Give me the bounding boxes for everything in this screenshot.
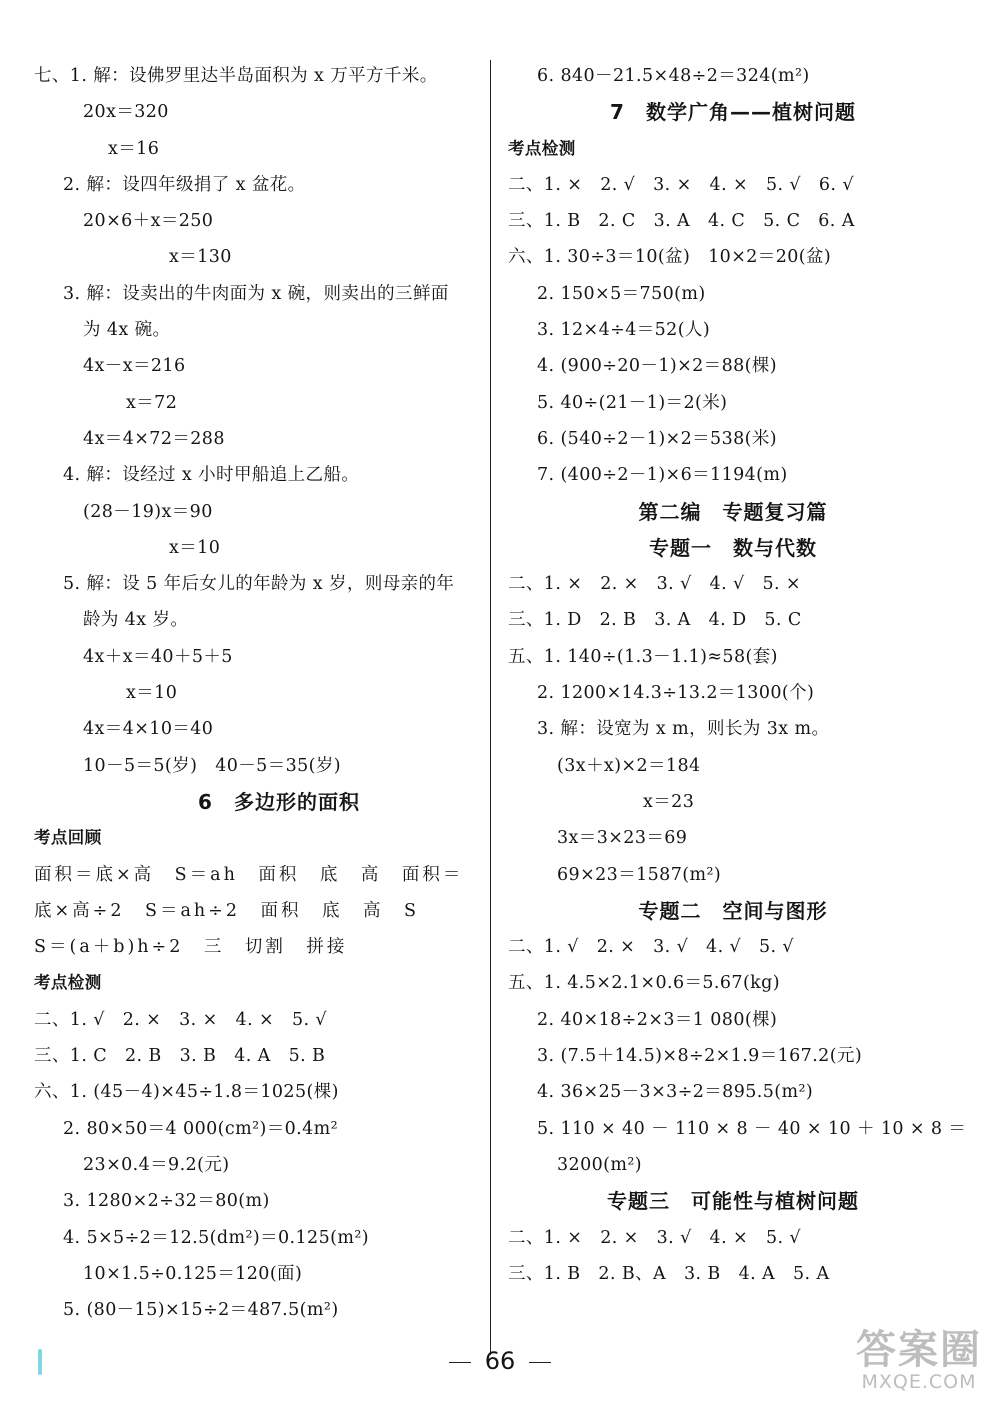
left-column-line: 为 4x 碗。 [83, 320, 171, 341]
left-column-line: 23×0.4＝9.2(元) [83, 1154, 230, 1175]
left-column-line: 七、1. 解：设佛罗里达半岛面积为 x 万平方千米。 [34, 66, 438, 86]
right-column-line: 3. (7.5＋14.5)×8÷2×1.9＝167.2(元) [537, 1046, 863, 1067]
left-column-line: x＝130 [169, 247, 232, 268]
left-column-line: 4x＋x＝40＋5＋5 [83, 646, 233, 667]
left-column-line: 5. (80－15)×15÷2＝487.5(m²) [63, 1300, 339, 1321]
left-column-line: x＝16 [108, 138, 160, 159]
right-column-line: 专题三 可能性与植树问题 [607, 1189, 859, 1214]
right-column-line: 三、1. D 2. B 3. A 4. D 5. C [508, 610, 802, 631]
left-column-line: 2. 解：设四年级捐了 x 盆花。 [63, 174, 306, 195]
right-column-line: 专题一 数与代数 [649, 535, 817, 560]
right-column-line: 五、1. 4.5×2.1×0.6＝5.67(kg) [508, 973, 781, 994]
left-column-line: 2. 80×50＝4 000(cm²)＝0.4m² [63, 1118, 339, 1139]
right-column-line: 二、1. × 2. × 3. √ 4. × 5. √ [508, 1227, 801, 1248]
right-column [508, 58, 967, 1292]
right-column-line: 6. 840－21.5×48÷2＝324(m²) [537, 66, 810, 86]
right-column-line: 7. (400÷2－1)×6＝1194(m) [537, 465, 788, 486]
corner-mark [38, 1349, 42, 1375]
left-column-line: 面积＝底×高 S＝ah 面积 底 高 面积＝ [34, 864, 464, 885]
right-column-line: 3200(m²) [557, 1154, 643, 1175]
page-number: 66 [484, 1347, 516, 1375]
right-column-line: 4. (900÷20－1)×2＝88(棵) [537, 356, 778, 377]
left-column-line: 20×6＋x＝250 [83, 211, 214, 232]
left-column-line: 三、1. C 2. B 3. B 4. A 5. B [34, 1046, 326, 1067]
left-column-line: S＝(a＋b)h÷2 三 切割 拼接 [34, 937, 348, 958]
right-column-line: 第二编 专题复习篇 [638, 499, 828, 524]
left-column-line: 20x＝320 [83, 102, 169, 123]
right-column-line: 2. 40×18÷2×3＝1 080(棵) [537, 1009, 778, 1030]
left-column-line: 10－5＝5(岁) 40－5＝35(岁) [83, 755, 342, 776]
left-column-line: 二、1. √ 2. × 3. × 4. × 5. √ [34, 1009, 327, 1030]
right-column-line: 5. 110 × 40 － 110 × 8 － 40 × 10 ＋ 10 × 8 ＝ [537, 1118, 967, 1139]
right-column-line: 专题二 空间与图形 [638, 898, 828, 923]
right-column-line: (3x＋x)×2＝184 [557, 755, 701, 776]
left-column-line: 5. 解：设 5 年后女儿的年龄为 x 岁，则母亲的年 [63, 574, 455, 595]
left-column-line: x＝10 [169, 537, 221, 558]
right-column-line: 六、1. 30÷3＝10(盆) 10×2＝20(盆) [508, 247, 832, 268]
left-column-line: 考点检测 [34, 973, 102, 993]
left-column-line: 3. 解：设卖出的牛肉面为 x 碗，则卖出的三鲜面 [63, 283, 449, 304]
left-column-line: 6 多边形的面积 [198, 789, 360, 814]
right-column-line: 三、1. B 2. C 3. A 4. C 5. C 6. A [508, 211, 855, 232]
left-column-line: 4x－x＝216 [83, 356, 186, 377]
right-column-line: 考点检测 [508, 138, 576, 158]
left-column-line: 4. 解：设经过 x 小时甲船追上乙船。 [63, 465, 360, 486]
right-column-line: 6. (540÷2－1)×2＝538(米) [537, 428, 778, 449]
right-column-line: 二、1. × 2. √ 3. × 4. × 5. √ 6. √ [508, 174, 854, 195]
right-column-line: 二、1. × 2. × 3. √ 4. √ 5. × [508, 574, 801, 595]
right-column-line: 五、1. 140÷(1.3－1.1)≈58(套) [508, 646, 778, 667]
left-column [34, 58, 484, 1328]
left-column-line: 六、1. (45－4)×45÷1.8＝1025(棵) [34, 1082, 339, 1103]
left-column-line: x＝10 [126, 683, 178, 704]
watermark-title: 答案圈 [856, 1327, 982, 1374]
right-column-line: 3. 12×4÷4＝52(人) [537, 320, 711, 341]
left-column-line: 考点回顾 [34, 828, 102, 848]
right-column-line: 二、1. √ 2. × 3. √ 4. √ 5. √ [508, 937, 794, 958]
left-column-line: 4x＝4×10＝40 [83, 719, 214, 740]
watermark-logo [856, 1328, 982, 1393]
right-column-line: x＝23 [643, 791, 695, 812]
right-column-line: 4. 36×25－3×3÷2＝895.5(m²) [537, 1082, 814, 1103]
left-column-line: (28－19)x＝90 [83, 501, 213, 522]
left-column-line: 4. 5×5÷2＝12.5(dm²)＝0.125(m²) [63, 1227, 369, 1248]
watermark-url: MXQE.COM [861, 1371, 977, 1394]
right-column-line: 69×23＝1587(m²) [557, 864, 722, 885]
left-column-line: x＝72 [126, 392, 178, 413]
left-column-line: 3. 1280×2÷32＝80(m) [63, 1191, 270, 1212]
right-column-line: 三、1. B 2. B、A 3. B 4. A 5. A [508, 1263, 830, 1284]
right-column-line: 3x＝3×23＝69 [557, 828, 688, 849]
footer-dash-right [529, 1362, 551, 1363]
right-column-line: 7 数学广角——植树问题 [610, 100, 856, 125]
left-column-line: 底×高÷2 S＝ah÷2 面积 底 高 S [34, 900, 419, 921]
left-column-line: 4x＝4×72＝288 [83, 428, 225, 449]
left-column-line: 龄为 4x 岁。 [83, 610, 189, 631]
right-column-line: 2. 150×5＝750(m) [537, 283, 706, 304]
left-column-line: 10×1.5÷0.125＝120(面) [83, 1263, 303, 1284]
right-column-line: 5. 40÷(21－1)＝2(米) [537, 392, 728, 413]
column-divider [490, 60, 491, 1355]
right-column-line: 2. 1200×14.3÷13.2＝1300(个) [537, 683, 815, 704]
footer-dash-left [449, 1362, 471, 1363]
right-column-line: 3. 解：设宽为 x m，则长为 3x m。 [537, 719, 830, 740]
page-footer [0, 1347, 1000, 1375]
